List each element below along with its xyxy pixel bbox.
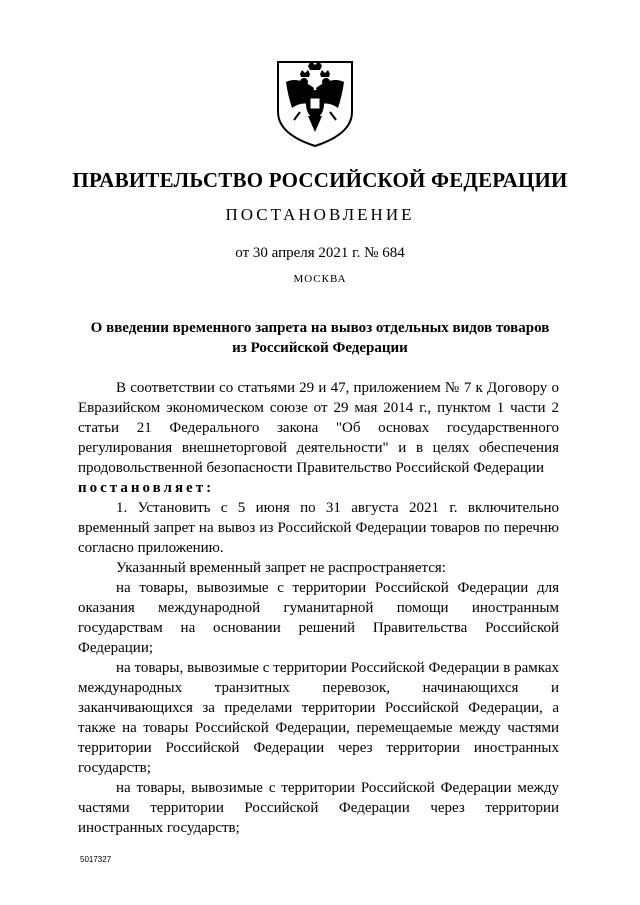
exception-2-paragraph: на товары, вывозимые с территории Российской Федерации в рамках международных транзитных перевозок, начинающихся и заканчивающихся за пределами территории Российской Федерации, а также на товары Российской Федерации, перемещаемые между частями территории Российской Федерации через территории иностранных государств; bbox=[78, 660, 559, 776]
document-title bbox=[60, 318, 580, 358]
resolves-label: постановляет: bbox=[78, 480, 215, 496]
organization-title: ПРАВИТЕЛЬСТВО РОССИЙСКОЙ ФЕДЕРАЦИИ bbox=[72, 168, 568, 192]
document-city: МОСКВА bbox=[293, 273, 347, 285]
exception-3-paragraph: на товары, вывозимые с территории Российской Федерации между частями территории Российской Федерации через территории иностранных государств; bbox=[78, 780, 559, 836]
footer-document-code: 5017327 bbox=[80, 855, 112, 864]
title-line-1: О введении временного запрета на вывоз отдельных видов товаров bbox=[90, 320, 550, 336]
document-type: ПОСТАНОВЛЕНИЕ bbox=[225, 205, 415, 224]
document-body bbox=[78, 378, 559, 838]
coat-of-arms-emblem bbox=[270, 52, 360, 150]
item-1-paragraph: 1. Установить с 5 июня по 31 августа 2021 г. включительно временный запрет на вывоз из Российской Федерации товаров по перечню согласно приложению. bbox=[78, 500, 559, 556]
title-line-2: из Российской Федерации bbox=[232, 340, 408, 356]
exceptions-lead-paragraph: Указанный временный запрет не распространяется: bbox=[116, 560, 446, 576]
resolves-word bbox=[78, 478, 559, 498]
intro-paragraph: В соответствии со статьями 29 и 47, приложением № 7 к Договору о Евразийском экономическом союзе от 29 мая 2014 г., пунктом 1 части 2 статьи 21 Федерального закона "Об основах государственного регулирования внешнеторговой деятельности" и в целях обеспечения продовольственной безопасности Правительство Российской Федерации bbox=[78, 380, 559, 476]
exception-1-paragraph: на товары, вывозимые с территории Российской Федерации для оказания международной гуманитарной помощи иностранным государствам на основании решений Правительства Российской Федерации; bbox=[78, 580, 559, 656]
document-date-number: от 30 апреля 2021 г. № 684 bbox=[235, 245, 405, 261]
